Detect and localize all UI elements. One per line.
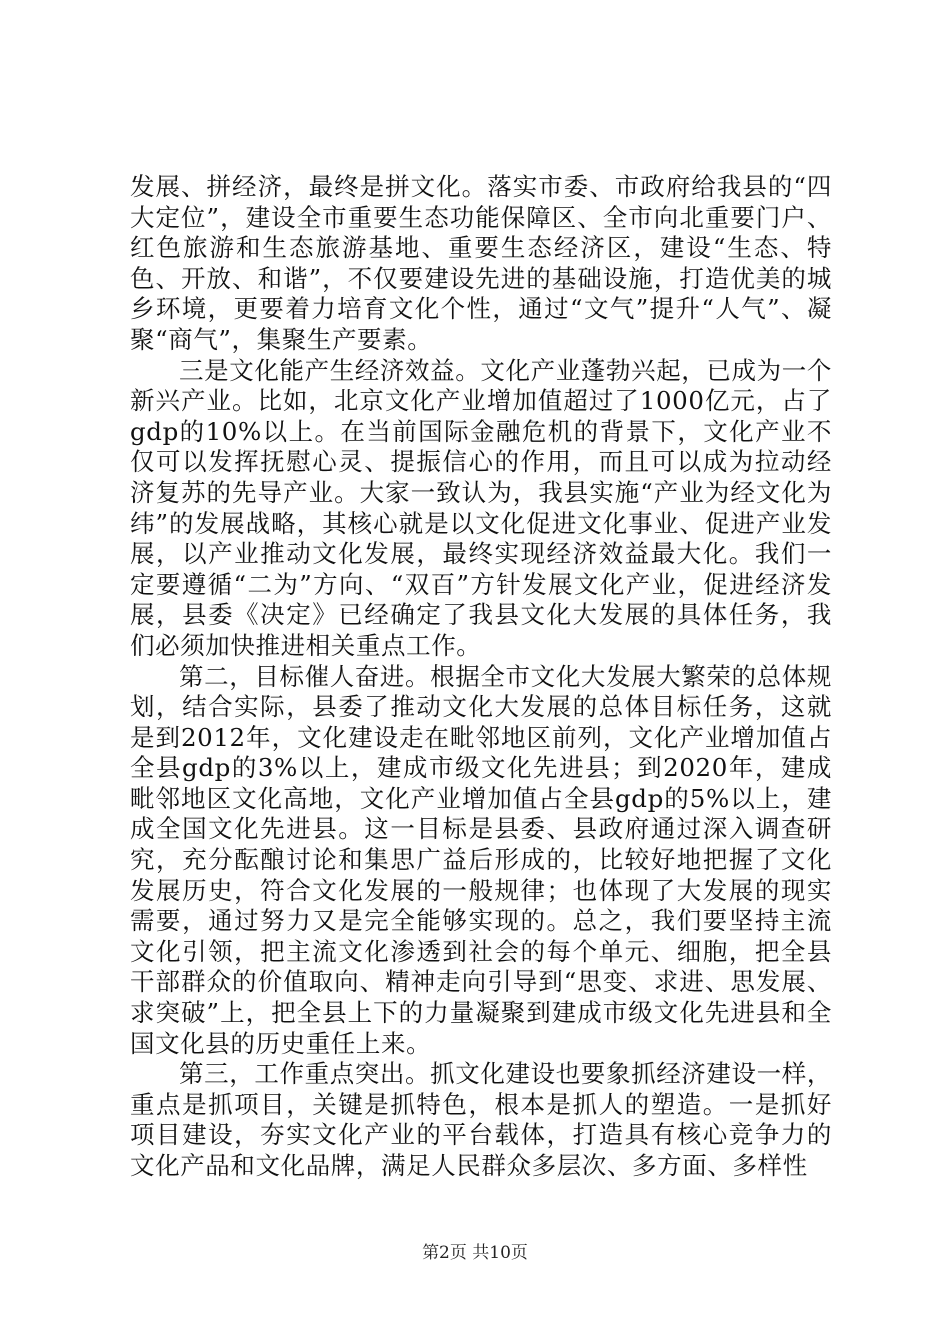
paragraph-work-focus: 第三，工作重点突出。抓文化建设也要象抓经济建设一样，重点是抓项目，关键是抓特色，根本是抓人的塑造。一是抓好项目建设，夯实文化产业的平台载体，打造具有核心竞争力的文化产品和文化品牌，满足人民群众多层次、多方面、多样性 <box>130 1059 832 1180</box>
page-total: 共10页 <box>472 1243 528 1263</box>
document-body <box>130 172 832 1182</box>
paragraph-goal: 第二，目标催人奋进。根据全市文化大发展大繁荣的总体规划，结合实际，县委了推动文化大发展的总体目标任务，这就是到2012年，文化建设走在毗邻地区前列，文化产业增加值占全县gdp的3%以上，建成市级文化先进县；到2020年，建成毗邻地区文化高地，文化产业增加值占全县gdp的5%以上，建成全国文化先进县。这一目标是县委、县政府通过深入调查研究，充分酝酿讨论和集思广益后形成的，比较好地把握了文化发展历史，符合文化发展的一般规律；也体现了大发展的现实需要，通过努力又是完全能够实现的。总之，我们要坚持主流文化引领，把主流文化渗透到社会的每个单元、细胞，把全县干部群众的价值取向、精神走向引导到“思变、求进、思发展、求突破”上，把全县上下的力量凝聚到建成市级文化先进县和全国文化县的历史重任上来。 <box>130 661 832 1058</box>
page-footer <box>0 1243 950 1263</box>
page-number: 第2页 <box>422 1243 467 1263</box>
paragraph-economic-benefit: 三是文化能产生经济效益。文化产业蓬勃兴起，已成为一个新兴产业。比如，北京文化产业增加值超过了1000亿元，占了gdp的10%以上。在当前国际金融危机的背景下，文化产业不仅可以发挥抚慰心灵、提振信心的作用，而且可以成为拉动经济复苏的先导产业。大家一致认为，我县实施“产业为经文化为纬”的发展战略，其核心就是以文化促进文化事业、促进产业发展，以产业推动文化发展，最终实现经济效益最大化。我们一定要遵循“二为”方向、“双百”方针发展文化产业，促进经济发展，县委《决定》已经确定了我县文化大发展的具体任务，我们必须加快推进相关重点工作。 <box>130 355 832 660</box>
paragraph-continuation: 发展、拼经济，最终是拼文化。落实市委、市政府给我县的“四大定位”，建设全市重要生态功能保障区、全市向北重要门户、红色旅游和生态旅游基地、重要生态经济区，建设“生态、特色、开放、和谐”，不仅要建设先进的基础设施，打造优美的城乡环境，更要着力培育文化个性，通过“文气”提升“人气”、凝聚“商气”，集聚生产要素。 <box>130 172 832 354</box>
